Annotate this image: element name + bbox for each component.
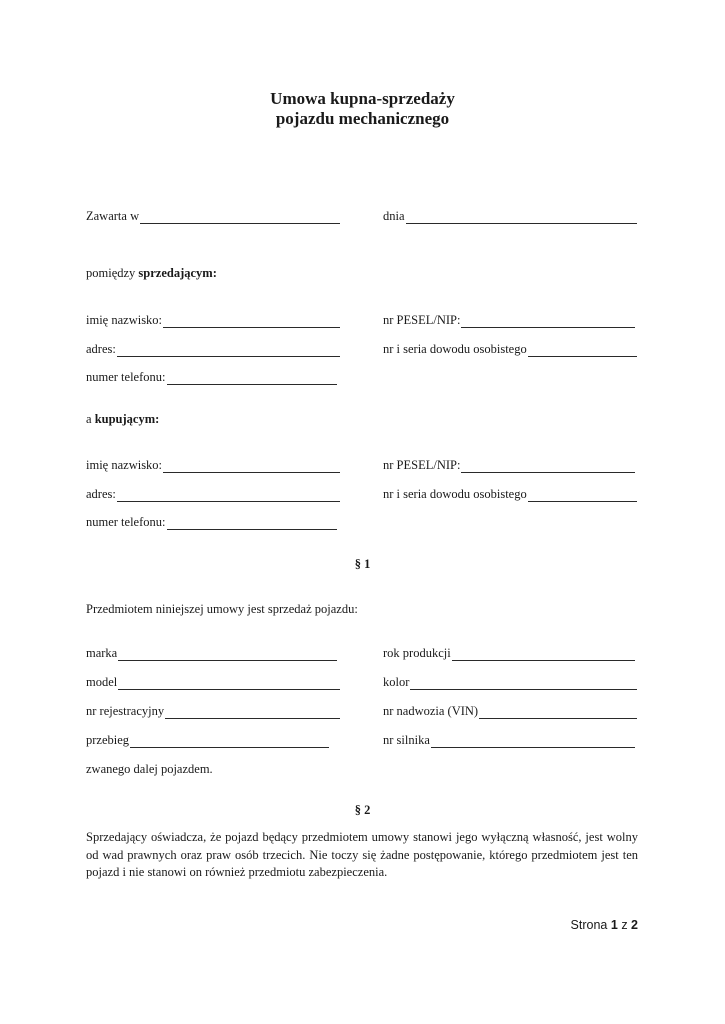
field-label: nr nadwozia (VIN) — [383, 704, 479, 718]
fill-line[interactable] — [117, 490, 340, 502]
page-current: 1 — [610, 918, 618, 932]
seller-name-field — [86, 313, 340, 328]
fill-line[interactable] — [461, 461, 635, 473]
field-dnia — [383, 209, 637, 224]
fill-line[interactable] — [406, 212, 637, 224]
buyer-phone-field — [86, 515, 337, 530]
seller-intro-bold: sprzedającym: — [138, 266, 217, 280]
seller-phone-field — [86, 370, 337, 385]
vehicle-vin-field — [383, 704, 637, 719]
fill-line[interactable] — [167, 518, 338, 530]
seller-pesel-field — [383, 313, 635, 328]
fill-line[interactable] — [431, 736, 635, 748]
seller-intro-prefix: pomiędzy — [86, 266, 139, 280]
section-2-heading: § 2 — [354, 803, 371, 817]
page-number — [571, 918, 638, 933]
fill-line[interactable] — [118, 678, 340, 690]
fill-line[interactable] — [165, 707, 340, 719]
field-label: przebieg — [86, 733, 130, 747]
buyer-intro-bold: kupującym: — [94, 412, 160, 426]
vehicle-engine-field — [383, 733, 635, 748]
buyer-name-field — [86, 458, 340, 473]
field-label: nr silnika — [383, 733, 430, 747]
vehicle-mileage-field — [86, 733, 329, 748]
vehicle-brand-field — [86, 646, 337, 661]
page-word: Strona — [570, 918, 608, 932]
buyer-pesel-field — [383, 458, 635, 473]
field-label: numer telefonu: — [86, 515, 166, 529]
document-title-line1: Umowa kupna-sprzedaży — [270, 89, 455, 108]
field-label: kolor — [383, 675, 410, 689]
fill-line[interactable] — [461, 316, 635, 328]
fill-line[interactable] — [479, 707, 637, 719]
field-label: nr PESEL/NIP: — [383, 458, 461, 472]
page-total: 2 — [631, 918, 638, 932]
field-label: Zawarta w — [86, 209, 140, 223]
fill-line[interactable] — [140, 212, 340, 224]
fill-line[interactable] — [117, 345, 340, 357]
field-label: adres: — [86, 487, 116, 501]
vehicle-color-field — [383, 675, 637, 690]
field-zawarta-w — [86, 209, 340, 224]
section-1-closing: zwanego dalej pojazdem. — [86, 762, 213, 776]
field-label: nr PESEL/NIP: — [383, 313, 461, 327]
field-label: nr i seria dowodu osobistego — [383, 487, 527, 501]
buyer-intro — [86, 412, 159, 427]
document-title-line2: pojazdu mechanicznego — [275, 109, 450, 128]
field-label: imię nazwisko: — [86, 458, 163, 472]
fill-line[interactable] — [163, 461, 340, 473]
field-label: nr rejestracyjny — [86, 704, 165, 718]
buyer-intro-prefix: a — [86, 412, 95, 426]
vehicle-registration-field — [86, 704, 340, 719]
section-2-paragraph: Sprzedający oświadcza, że pojazd będący przedmiotem umowy stanowi jego wyłączną własność, jest wolny od wad prawnych oraz praw osób trzecich. Nie toczy się żadne postępowanie, którego przedmiotem jest ten pojazd i nie stanowi on również przedmiotu zabezpieczenia. — [86, 830, 638, 879]
field-label: rok produkcji — [383, 646, 451, 660]
fill-line[interactable] — [163, 316, 340, 328]
field-label: numer telefonu: — [86, 370, 166, 384]
buyer-address-field — [86, 487, 340, 502]
section-1-intro: Przedmiotem niniejszej umowy jest sprzedaż pojazdu: — [86, 602, 358, 616]
buyer-id-field — [383, 487, 637, 502]
field-label: dnia — [383, 209, 405, 223]
vehicle-year-field — [383, 646, 635, 661]
fill-line[interactable] — [452, 649, 635, 661]
field-label: marka — [86, 646, 118, 660]
fill-line[interactable] — [167, 373, 338, 385]
section-1-heading: § 1 — [354, 557, 371, 571]
page-of: z — [621, 918, 628, 932]
field-label: adres: — [86, 342, 116, 356]
field-label: nr i seria dowodu osobistego — [383, 342, 527, 356]
vehicle-model-field — [86, 675, 340, 690]
seller-address-field — [86, 342, 340, 357]
field-label: imię nazwisko: — [86, 313, 163, 327]
seller-id-field — [383, 342, 637, 357]
seller-intro — [86, 266, 217, 281]
fill-line[interactable] — [528, 490, 637, 502]
fill-line[interactable] — [410, 678, 637, 690]
fill-line[interactable] — [528, 345, 637, 357]
fill-line[interactable] — [130, 736, 329, 748]
fill-line[interactable] — [118, 649, 337, 661]
field-label: model — [86, 675, 118, 689]
